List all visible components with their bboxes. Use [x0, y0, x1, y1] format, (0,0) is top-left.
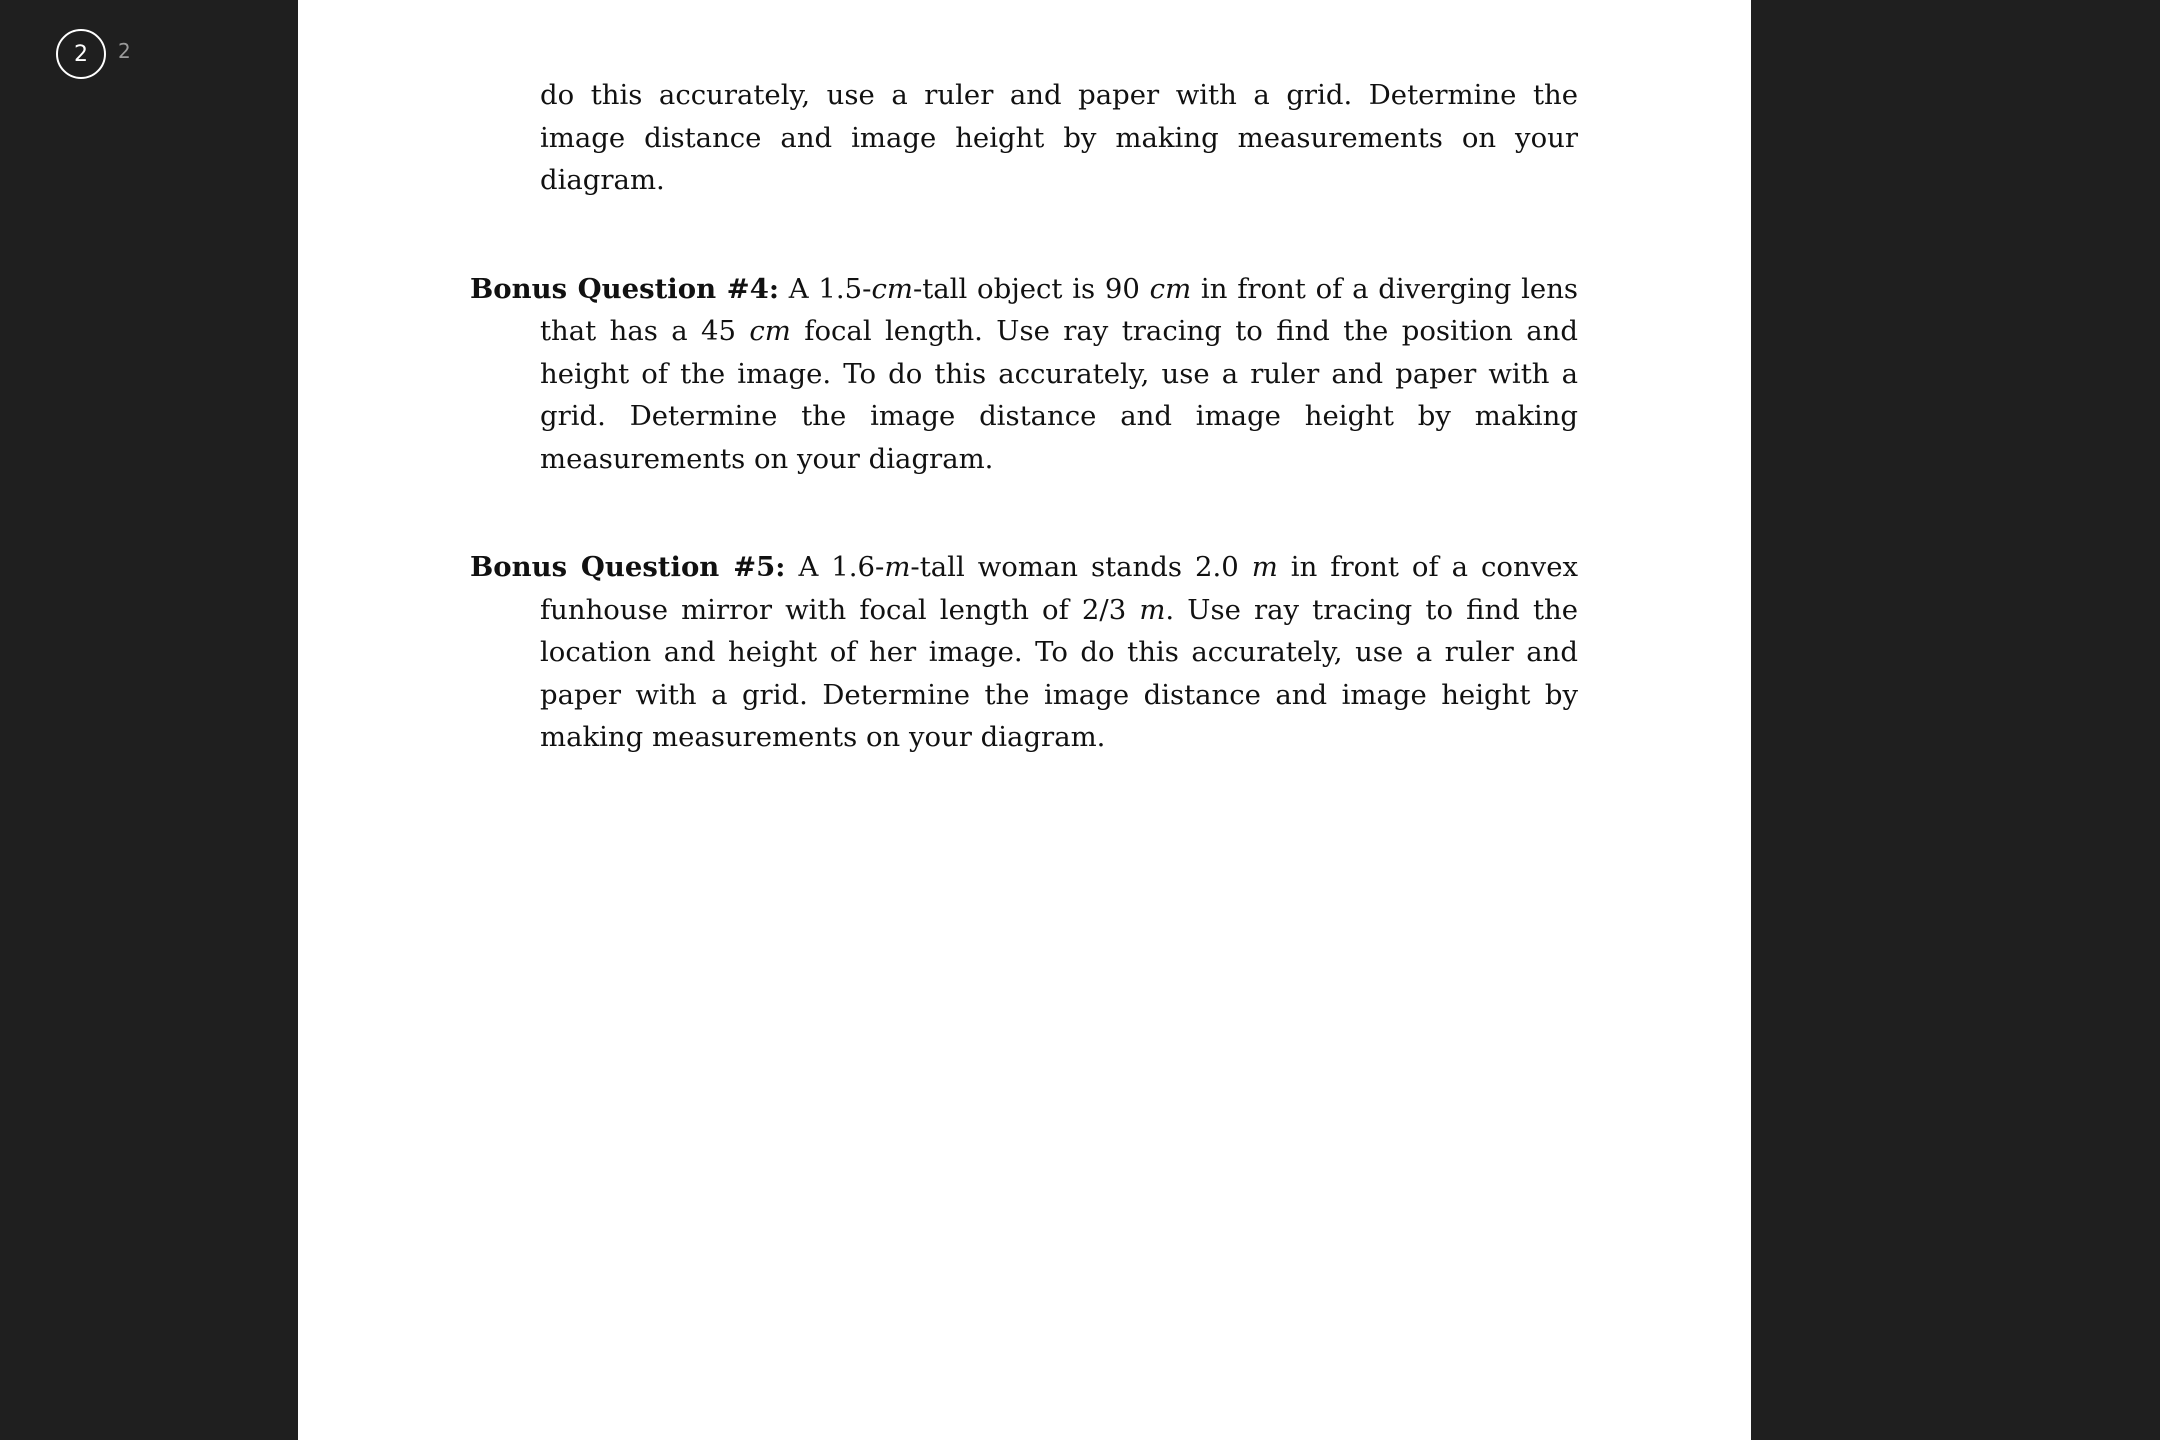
document-page[interactable]: [298, 0, 1751, 1440]
bonus-question-4: [470, 268, 1578, 481]
question-4-text-1: A 1.5-: [779, 272, 872, 305]
page-indicator: [56, 29, 131, 79]
question-5-text-1: A 1.6-: [785, 551, 885, 583]
question-4-text-2: -tall object is 90: [912, 272, 1150, 305]
question-5-unit-3: m: [1139, 593, 1166, 626]
current-page-number: 2: [74, 41, 88, 67]
question-4-unit-3: cm: [749, 315, 791, 347]
total-pages-label: 2: [118, 39, 131, 63]
question-4-text-3: in front of a diverging lens that has a 45: [540, 272, 1579, 347]
page-content: [470, 74, 1578, 759]
question-5-label: Bonus Question #5:: [470, 551, 786, 583]
question-4-unit-2: cm: [1149, 272, 1192, 305]
question-4-label: Bonus Question #4:: [470, 272, 780, 305]
bonus-question-5: [470, 546, 1578, 759]
question-5-unit-2: m: [1251, 551, 1278, 583]
question-4-unit-1: cm: [871, 272, 913, 305]
question-5-text-2: -tall woman stands 2.0: [910, 551, 1252, 583]
current-page-badge[interactable]: [56, 29, 106, 79]
question-3-continuation: do this accurately, use a ruler and paper with a grid. Determine the image distance and image height by making measurements on your diagram.: [540, 79, 1578, 196]
question-5-text-3: in front of a convex funhouse mirror with focal length of 2/3: [540, 551, 1578, 626]
question-5-text-4: . Use ray tracing to find the location and height of her image. To do this accurately, use a ruler and paper with a grid. Determine the image distance and image height by making measurements on your diagram.: [540, 593, 1578, 753]
question-4-text-4: focal length. Use ray tracing to find the position and height of the image. To do this accurately, use a ruler and paper with a grid. Determine the image distance and image height by making measurements on your diagram.: [540, 315, 1578, 475]
question-5-unit-1: m: [884, 551, 911, 583]
